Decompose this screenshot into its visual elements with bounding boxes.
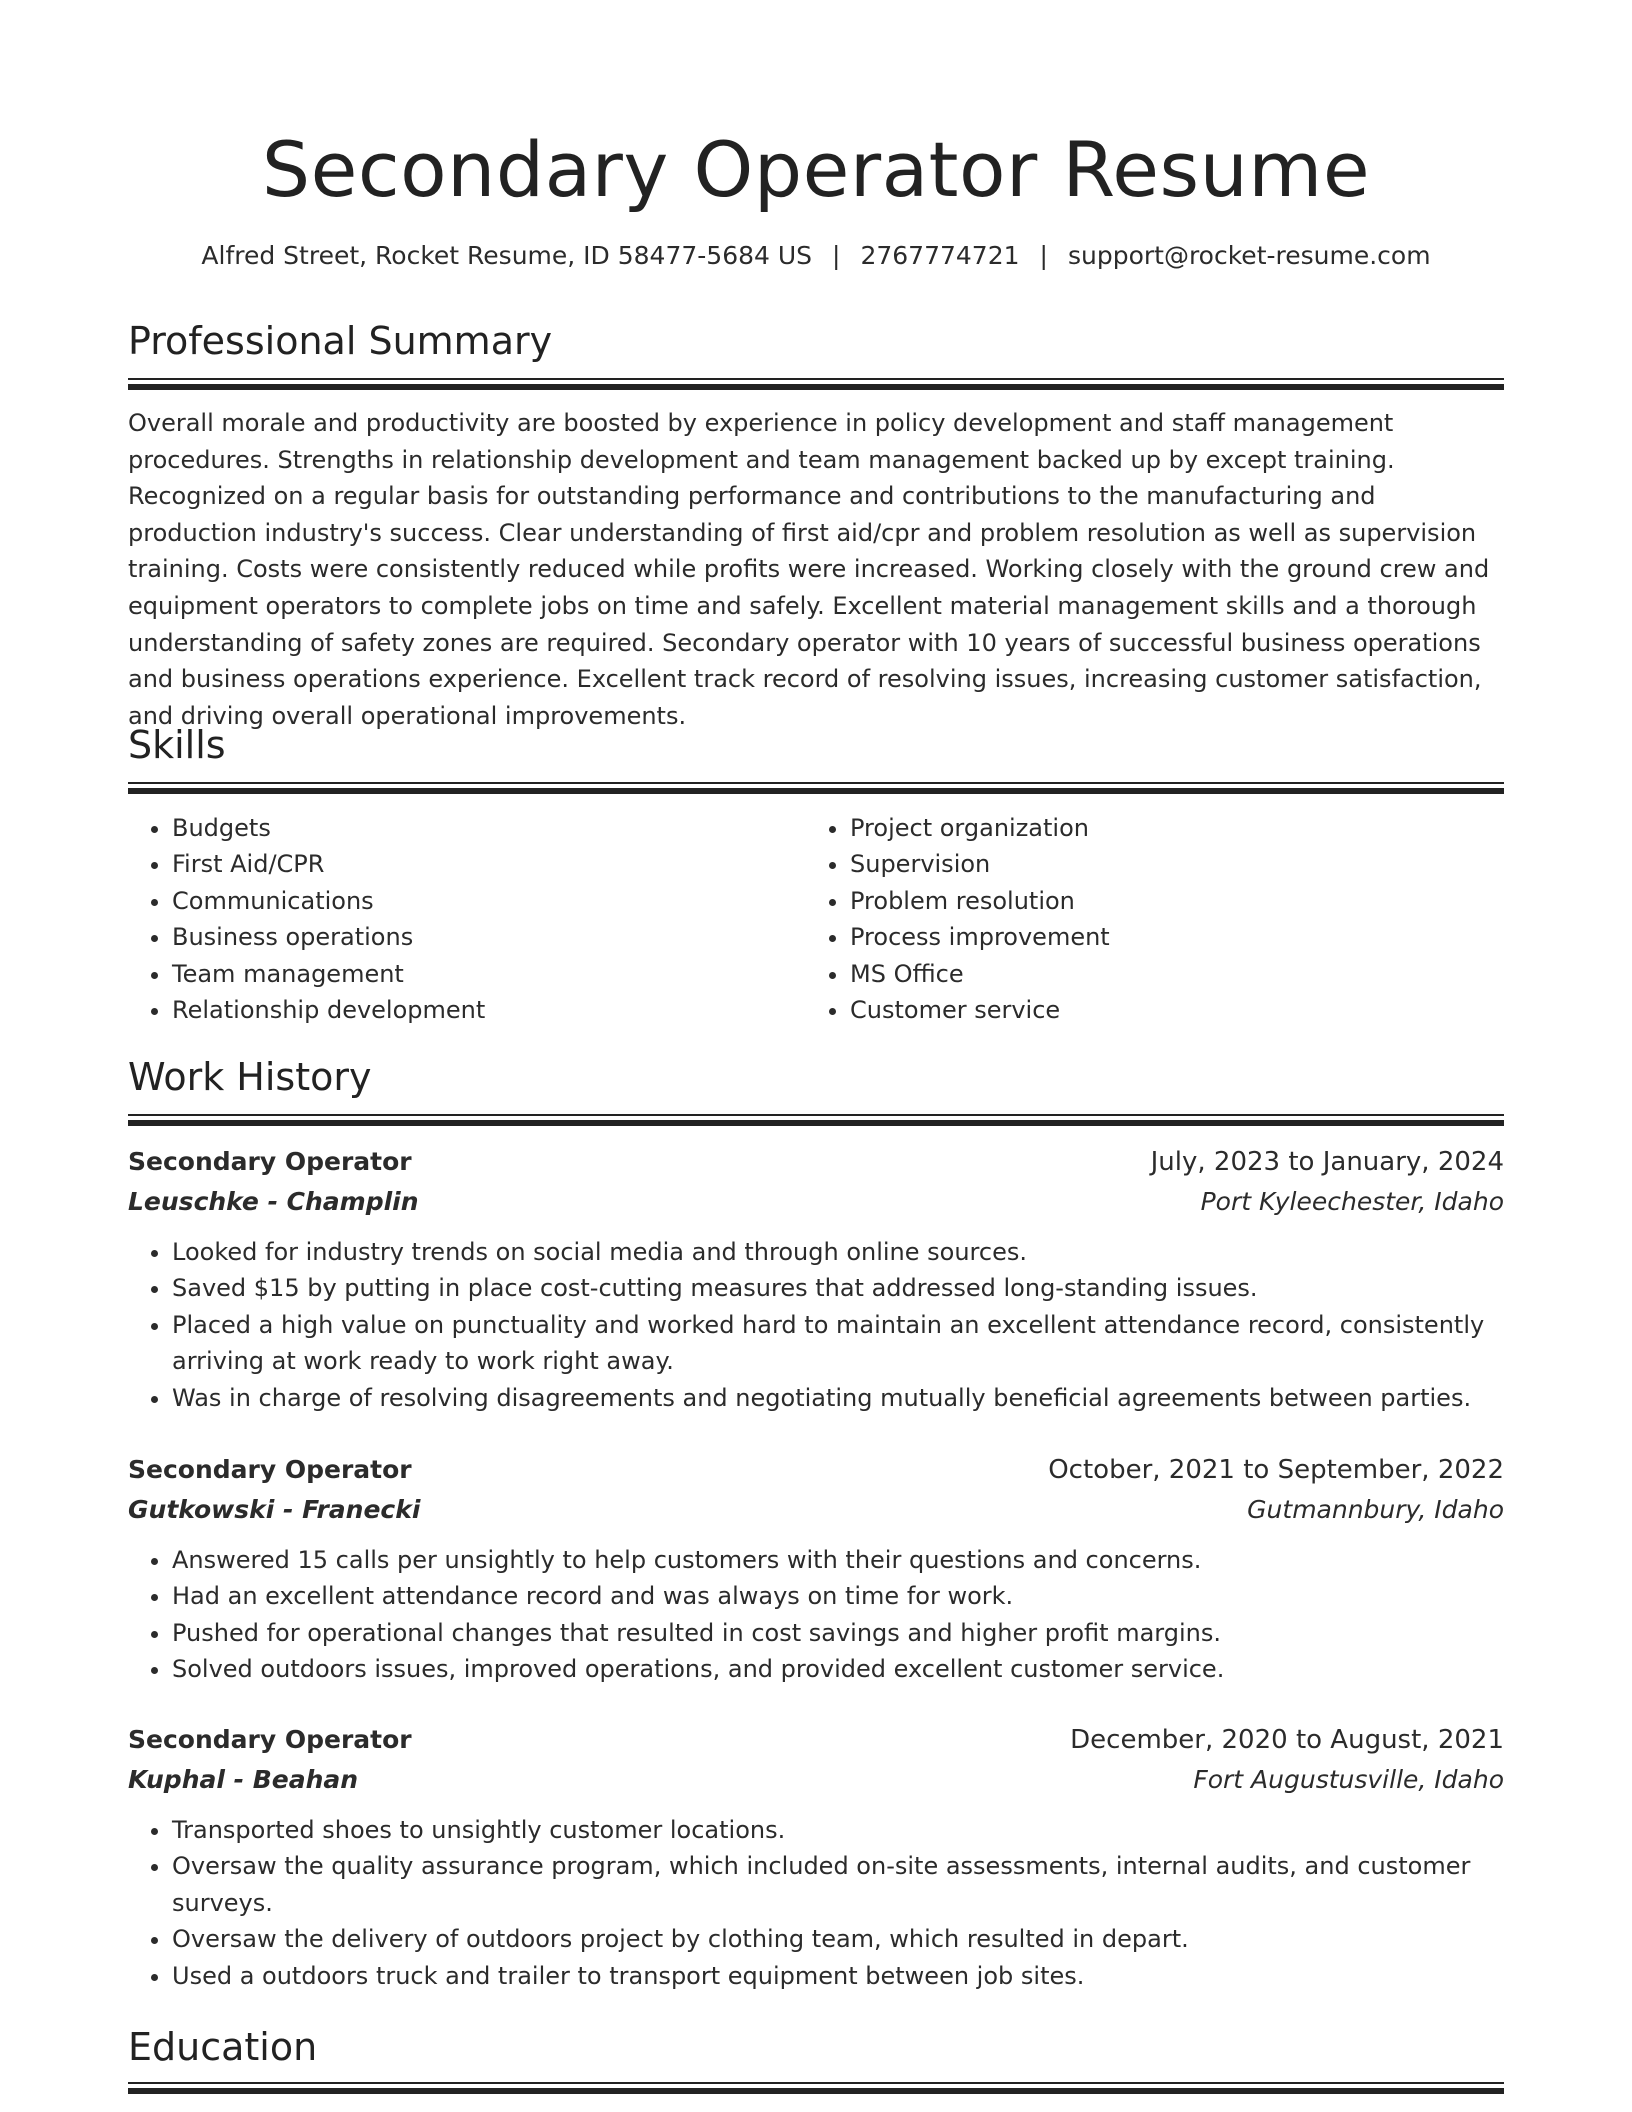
job-bullet: • Oversaw the delivery of outdoors project by clothing team, which resulted in depart. (172, 1921, 1504, 1957)
section-title-skills: Skills (128, 723, 226, 767)
skill-item: • Project organization (850, 810, 1110, 846)
skill-item: • Budgets (172, 810, 485, 846)
job-location: Port Kyleechester, Idaho (1200, 1187, 1504, 1216)
skill-item: • First Aid/CPR (172, 846, 485, 882)
job-location: Fort Augustusville, Idaho (1193, 1765, 1504, 1794)
section-title-education: Education (128, 2025, 318, 2069)
skill-item: • Supervision (850, 846, 1110, 882)
job-bullet: • Solved outdoors issues, improved operations, and provided excellent customer service. (172, 1651, 1504, 1687)
contact-address: Alfred Street, Rocket Resume, ID 58477-5684 US (201, 241, 813, 270)
section-title-work-history: Work History (128, 1055, 372, 1099)
job-entry (128, 1720, 1504, 1994)
contact-email: support@rocket-resume.com (1067, 241, 1431, 270)
job-company: Gutkowski - Franecki (128, 1495, 421, 1524)
job-entry (128, 1450, 1504, 1688)
job-bullet: • Transported shoes to unsightly customer locations. (172, 1812, 1504, 1848)
summary-paragraph: Overall morale and productivity are boosted by experience in policy development and staff management procedures. Strengths in relationship development and team management backed up by except training. Recognized on a regular basis for outstanding performance and contributions to the manufacturing and production industry's success. Clear understanding of first aid/cpr and problem resolution as well as supervision training. Costs were consistently reduced while profits were increased. Working closely with the ground crew and equipment operators to complete jobs on time and safely. Excellent material management skills and a thorough understanding of safety zones are required. Secondary operator with 10 years of successful business operations and business operations experience. Excellent track record of resolving issues, increasing customer satisfaction, and driving overall operational improvements. (128, 409, 1490, 730)
job-bullet: • Used a outdoors truck and trailer to transport equipment between job sites. (172, 1958, 1504, 1994)
job-bullet: • Was in charge of resolving disagreements and negotiating mutually beneficial agreements between parties. (172, 1380, 1504, 1416)
job-bullet: • Looked for industry trends on social media and through online sources. (172, 1234, 1504, 1270)
skill-item: • Business operations (172, 919, 485, 955)
section-divider (128, 378, 1504, 390)
job-company: Leuschke - Champlin (128, 1187, 419, 1216)
job-title: Secondary Operator (128, 1725, 412, 1754)
skill-item: • Communications (172, 883, 485, 919)
job-bullet-list (128, 1812, 1504, 1994)
section-divider (128, 782, 1504, 794)
job-bullet: • Had an excellent attendance record and was always on time for work. (172, 1578, 1504, 1614)
job-dates: July, 2023 to January, 2024 (1150, 1147, 1504, 1177)
skill-item: • Process improvement (850, 919, 1110, 955)
section-title-summary: Professional Summary (128, 319, 553, 363)
job-entry (128, 1142, 1504, 1416)
job-bullet: • Saved $15 by putting in place cost-cutting measures that addressed long-standing issues. (172, 1270, 1504, 1306)
skill-item: • Team management (172, 956, 485, 992)
job-bullet: • Pushed for operational changes that resulted in cost savings and higher profit margins. (172, 1615, 1504, 1651)
job-bullet: • Placed a high value on punctuality and worked hard to maintain an excellent attendance record, consistently arriving at work ready to work right away. (172, 1307, 1504, 1380)
job-bullet-list (128, 1542, 1504, 1688)
skills-list-right (806, 810, 1110, 1028)
job-dates: December, 2020 to August, 2021 (1070, 1725, 1504, 1755)
contact-line (128, 238, 1504, 274)
skill-item: • Relationship development (172, 992, 485, 1028)
job-company: Kuphal - Beahan (128, 1765, 359, 1794)
job-title: Secondary Operator (128, 1147, 412, 1176)
job-bullet: • Answered 15 calls per unsightly to help customers with their questions and concerns. (172, 1542, 1504, 1578)
skills-list-left (128, 810, 485, 1028)
contact-separator: | (1039, 241, 1048, 270)
skill-item: • Customer service (850, 992, 1110, 1028)
contact-phone: 2767774721 (860, 241, 1020, 270)
job-dates: October, 2021 to September, 2022 (1048, 1455, 1504, 1485)
resume-title: Secondary Operator Resume (261, 125, 1371, 214)
contact-separator: | (832, 241, 841, 270)
section-divider (128, 1114, 1504, 1126)
job-bullet: • Oversaw the quality assurance program, which included on-site assessments, internal audits, and customer surveys. (172, 1848, 1504, 1921)
job-location: Gutmannbury, Idaho (1247, 1495, 1504, 1524)
job-bullet-list (128, 1234, 1504, 1416)
skill-item: • Problem resolution (850, 883, 1110, 919)
section-divider (128, 2082, 1504, 2094)
job-title: Secondary Operator (128, 1455, 412, 1484)
skill-item: • MS Office (850, 956, 1110, 992)
